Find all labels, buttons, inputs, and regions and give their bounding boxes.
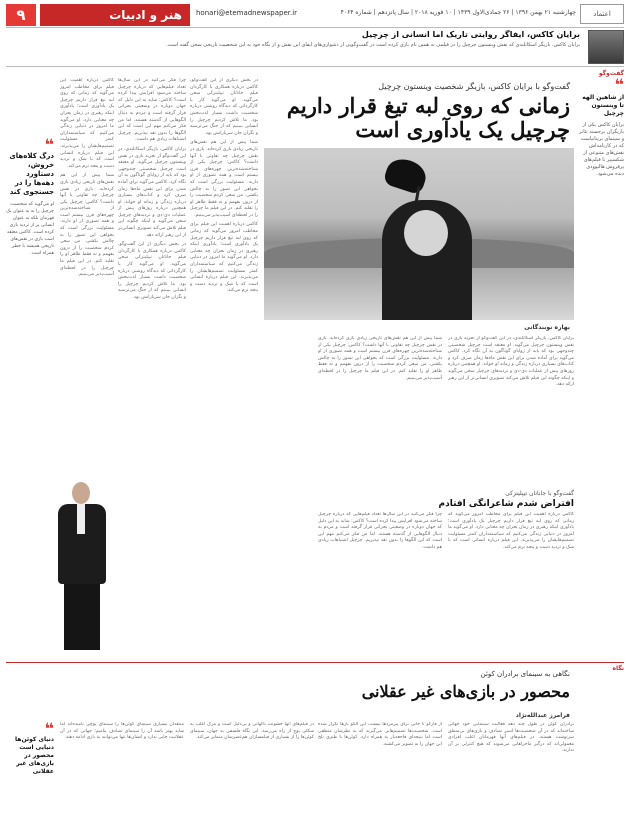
- column-header-text: برایان کاکس، بازیگر اسکاتلندی که نقش وینستون چرچیل را در فیلمی به همین نام بازی کرده است در گفت‌وگویی از دشواری‌های ایفای این نقش و از نگاه خود به این شخصیت تاریخی سخن گفته است.: [166, 42, 580, 48]
- article-column: [190, 78, 258, 658]
- paragraph: شما پیش از این هم نقش‌های تاریخی زیادی بازی کرده‌اید. بازی در نقش چرچیل چه تفاوتی با آنها داشت؟ کاکس: چرچیل یکی از شناخته‌شده‌ترین چهره‌های قرن بیستم است و همه تصوری از او دارند. مسئولیت بزرگی است که بخواهی این تصور را به چالش بکشی. من سعی کردم شخصیت را از درون بفهمم و نه فقط ظاهر او را تقلید کنم. در این فیلم ما چرچیل را در لحظه‌ای آسیب‌پذیر می‌بینیم.: [190, 140, 258, 218]
- sidebar-quote: از شاهین الهه تا وینستون چرچیل: [582, 94, 624, 117]
- newspaper-logo: اعتماد: [580, 4, 624, 24]
- churchill-photo: [264, 148, 574, 320]
- quote-mark-icon: ❝: [44, 719, 54, 738]
- section-title: هنر و ادبیات: [40, 4, 190, 26]
- dateline: چهارشنبه ۲۱ بهمن ۱۳۹۶ | ۲۶ جمادی‌الاول ۱۴۳۹ | ۱۰ فوریه ۲۰۱۸ | سال پانزدهم | شماره ۴۰۶۴: [340, 9, 576, 16]
- right-sidebar: [576, 75, 624, 438]
- paragraph: کاکس درباره اهمیت این فیلم برای مخاطب امروز می‌گوید که زمانی که روی لبه تیغ قرار داریم چرچیل یک یادآوری است؛ یادآوری اینکه رهبری در زمان بحران چه معنایی دارد. او می‌گوید ما امروز در دنیایی زندگی می‌کنیم که سیاستمداران کمتر مسئولیت تصمیم‌هایشان را می‌پذیرند. این فیلم درباره انسانی است که با شک و تردید دست و پنجه نرم می‌کند.: [190, 222, 258, 294]
- sidebar-quote: دنیای کوئن‌ها دنیایی است محصور در بازی‌های غیر عقلانی: [15, 736, 54, 775]
- sidebar-body: برایان کاکس یکی از بازیگران برجسته تئاتر و سینمای بریتانیاست که در کارنامه‌اش نقش‌های متنوعی از شکسپیر تا فیلم‌های پرفروش هالیوودی دیده می‌شود.: [579, 122, 624, 177]
- sub-article-header: [318, 490, 574, 509]
- article-column: [448, 336, 574, 486]
- paragraph: برادران کوئن در طول چند دهه فعالیت سینمایی خود جهانی ساخته‌اند که در آن شخصیت‌ها اسیر تصادف و بازی‌های بی‌منطق سرنوشت هستند. در فیلم‌های آنها قهرمانان اغلب افرادی معمولی‌اند که درگیر ماجراهایی می‌شوند که هیچ کنترلی بر آن ندارند.: [448, 722, 574, 754]
- director-photo: [50, 478, 114, 653]
- article-tag: گفت‌وگو: [598, 70, 624, 77]
- paragraph: چرا فکر می‌کنید در این سال‌ها تعداد فیلم‌هایی که درباره چرچیل ساخته می‌شود افزایش پیدا کرده است؟ کاکس: شاید به این دلیل که جهان دوباره در وضعیتی بحرانی قرار گرفته است و مردم به دنبال الگوهایی از گذشته هستند. اما من فکر می‌کنم مهم این است که این الگوها را بدون نقد نپذیریم. چرچیل اشتباهات زیادی هم داشت.: [118, 78, 186, 143]
- article-column: [60, 722, 184, 816]
- paragraph: کاکس درباره اهمیت این فیلم برای مخاطب امروز می‌گوید که زمانی که روی لبه تیغ قرار داریم چرچیل یک یادآوری است؛ یادآوری اینکه رهبری در زمان بحران چه معنایی دارد. او می‌گوید ما امروز در دنیایی زندگی می‌کنیم که سیاستمداران کمتر مسئولیت تصمیم‌هایشان را می‌پذیرند. این فیلم درباره انسانی است که با شک و تردید دست و پنجه نرم می‌کند.: [448, 512, 574, 550]
- paragraph: شما پیش از این هم نقش‌های تاریخی زیادی بازی کرده‌اید. بازی در نقش چرچیل چه تفاوتی با آنها داشت؟ کاکس: چرچیل یکی از شناخته‌شده‌ترین چهره‌های قرن بیستم است و همه تصوری از او دارند. مسئولیت بزرگی است که بخواهی این تصور را به چالش بکشی. من سعی کردم شخصیت را از درون بفهمم و نه فقط ظاهر او را تقلید کنم. در این فیلم ما چرچیل را در لحظه‌ای آسیب‌پذیر می‌بینیم.: [318, 336, 442, 381]
- article-column: [448, 722, 574, 816]
- section-email[interactable]: honari@etemadnewspaper.ir: [196, 9, 298, 17]
- page-number: ۹: [6, 4, 36, 26]
- sub-article-kicker: گفت‌وگو با جاناتان تیپلیتزکی: [505, 490, 574, 497]
- left-sidebar: [6, 135, 54, 257]
- divider: [6, 662, 624, 663]
- article-column: [448, 512, 574, 658]
- paragraph: برایان کاکس، بازیگر اسکاتلندی، در این گفت‌وگو از تجربه بازی در نقش وینستون چرچیل می‌گوید. او معتقد است چرچیل شخصیتی چندوجهی بود که باید از زوایای گوناگون به آن نگاه کرد. کاکس می‌گوید برای آماده شدن برای این نقش ماه‌ها زمان صرف کرد و کتاب‌های بسیاری درباره زندگی و زمانه او خواند. او همچنین درباره روزهای پیش از عملیات دی-دی و تردیدهای چرچیل سخن می‌گوید و اینکه چگونه این فیلم تلاش می‌کند تصویری انسانی‌تر از این رهبر ارائه دهد.: [118, 146, 186, 238]
- paragraph: کاکس درباره اهمیت این فیلم برای مخاطب امروز می‌گوید که زمانی که روی لبه تیغ قرار داریم چرچیل یک یادآوری است؛ یادآوری اینکه رهبری در زمان بحران چه معنایی دارد. او می‌گوید ما امروز در دنیایی زندگی می‌کنیم که سیاستمداران کمتر مسئولیت تصمیم‌هایشان را می‌پذیرند. این فیلم درباره انسانی است که با شک و تردید دست و پنجه نرم می‌کند.: [60, 78, 114, 169]
- column-header-title: برایان کاکس، ایفاگر روایتی تاریک اما انسانی از چرچیل: [361, 30, 580, 39]
- bottom-left-sidebar: [6, 719, 54, 776]
- article-headline: زمانی که روی لبه تیغ قرار داریم چرچیل یک یادآوری است: [286, 93, 570, 142]
- article-column: [318, 722, 442, 816]
- article-byline: فرامرز عبدالله‌نژاد: [515, 712, 570, 719]
- article-column: [118, 78, 186, 658]
- paragraph: از فارگو تا جایی برای پیرمردها نیست، این الگو بارها تکرار شده است. شخصیت‌ها تصمیم‌هایی می‌گیرند که به نظرشان منطقی است اما نتیجه‌ای فاجعه‌بار به همراه دارد. کوئن‌ها با طنزی تلخ این جهان را به تصویر می‌کشند.: [318, 722, 442, 747]
- quote-mark-icon: ❝: [614, 75, 624, 94]
- hat-shape: [382, 155, 429, 196]
- sidebar-body: او می‌گوید که شخصیت چرچیل را نه به عنوان یک قهرمان بلکه به عنوان انسانی پر از تردید بازی کرده است. کاکس معتقد است بازی در نقش‌های تاریخی همیشه با خطر همراه است.: [6, 202, 54, 256]
- quote-mark-icon: ❝: [44, 135, 54, 154]
- paragraph: در بخش دیگری از این گفت‌وگو، کاکس درباره همکاری با کارگردان فیلم جاناتان تیپلیتزکی سخن می‌گوید. او می‌گوید کار با کارگردانی که دیدگاه روشنی درباره شخصیت داشت بسیار لذت‌بخش بود. ما تلاش کردیم چرچیل را انسانی ببینیم که از جنگ می‌ترسید و نگران جان سربازانش بود.: [190, 78, 258, 136]
- article-tag: نگاه: [612, 665, 624, 672]
- column-header: [6, 30, 624, 64]
- divider: [6, 27, 624, 28]
- author-photo: [588, 30, 624, 64]
- sup-headline: نگاهی به سینمای برادران کوئن: [480, 670, 570, 678]
- paragraph: منتقدان بسیاری سینمای کوئن‌ها را سینمای پوچی نامیده‌اند اما شاید بهتر باشد آن را سینمای تصادف بنامیم؛ جهانی که در آن عقلانیت جایی ندارد و انسان‌ها تنها می‌توانند به بازی ادامه دهند.: [60, 722, 184, 741]
- article-headline: محصور در بازی‌های غیر عقلانی: [361, 682, 570, 701]
- paragraph: چرا فکر می‌کنید در این سال‌ها تعداد فیلم‌هایی که درباره چرچیل ساخته می‌شود افزایش پیدا کرده است؟ کاکس: شاید به این دلیل که جهان دوباره در وضعیتی بحرانی قرار گرفته است و مردم به دنبال الگوهایی از گذشته هستند. اما من فکر می‌کنم مهم این است که این الگوها را بدون نقد نپذیریم. چرچیل اشتباهات زیادی هم داشت.: [318, 512, 442, 550]
- article-byline: بهاره نوبندگانی: [524, 324, 570, 331]
- sup-headline: گفت‌وگو با برایان کاکس، بازیگر شخصیت وینستون چرچیل: [378, 82, 570, 91]
- paragraph: در فیلم‌های آنها خشونت ناگهانی و بی‌دلیل است و مرگ اغلب به شکلی پوچ از راه می‌رسد. این نگاه فلسفی به جهان، سینمای کوئن‌ها را از بسیاری از فیلمسازان هم‌عصرشان متمایز می‌کند.: [190, 722, 314, 741]
- article-column: [190, 722, 314, 816]
- divider: [6, 66, 624, 67]
- paragraph: شما پیش از این هم نقش‌های تاریخی زیادی بازی کرده‌اید. بازی در نقش چرچیل چه تفاوتی با آنها داشت؟ کاکس: چرچیل یکی از شناخته‌شده‌ترین چهره‌های قرن بیستم است و همه تصوری از او دارند. مسئولیت بزرگی است که بخواهی این تصور را به چالش بکشی. من سعی کردم شخصیت را از درون بفهمم و نه فقط ظاهر او را تقلید کنم. در این فیلم ما چرچیل را در لحظه‌ای آسیب‌پذیر می‌بینیم.: [60, 173, 114, 278]
- sidebar-quote: درگ کلاه‌های خروش، دستاورد دهه‌ها را در جستجوی کند: [9, 152, 54, 196]
- article-column: [60, 78, 114, 473]
- paragraph: در بخش دیگری از این گفت‌وگو، کاکس درباره همکاری با کارگردان فیلم جاناتان تیپلیتزکی سخن می‌گوید. او می‌گوید کار با کارگردانی که دیدگاه روشنی درباره شخصیت داشت بسیار لذت‌بخش بود. ما تلاش کردیم چرچیل را انسانی ببینیم که از جنگ می‌ترسید و نگران جان سربازانش بود.: [118, 242, 186, 300]
- paragraph: برایان کاکس، بازیگر اسکاتلندی، در این گفت‌وگو از تجربه بازی در نقش وینستون چرچیل می‌گوید. او معتقد است چرچیل شخصیتی چندوجهی بود که باید از زوایای گوناگون به آن نگاه کرد. کاکس می‌گوید برای آماده شدن برای این نقش ماه‌ها زمان صرف کرد و کتاب‌های بسیاری درباره زندگی و زمانه او خواند. او همچنین درباره روزهای پیش از عملیات دی-دی و تردیدهای چرچیل سخن می‌گوید و اینکه چگونه این فیلم تلاش می‌کند تصویری انسانی‌تر از این رهبر ارائه دهد.: [448, 336, 574, 388]
- masthead: [6, 4, 624, 26]
- article-column: [318, 336, 442, 486]
- sub-article-title: افتراض شدم شاعرانگی افتادم: [438, 499, 574, 509]
- article-column: [318, 512, 442, 658]
